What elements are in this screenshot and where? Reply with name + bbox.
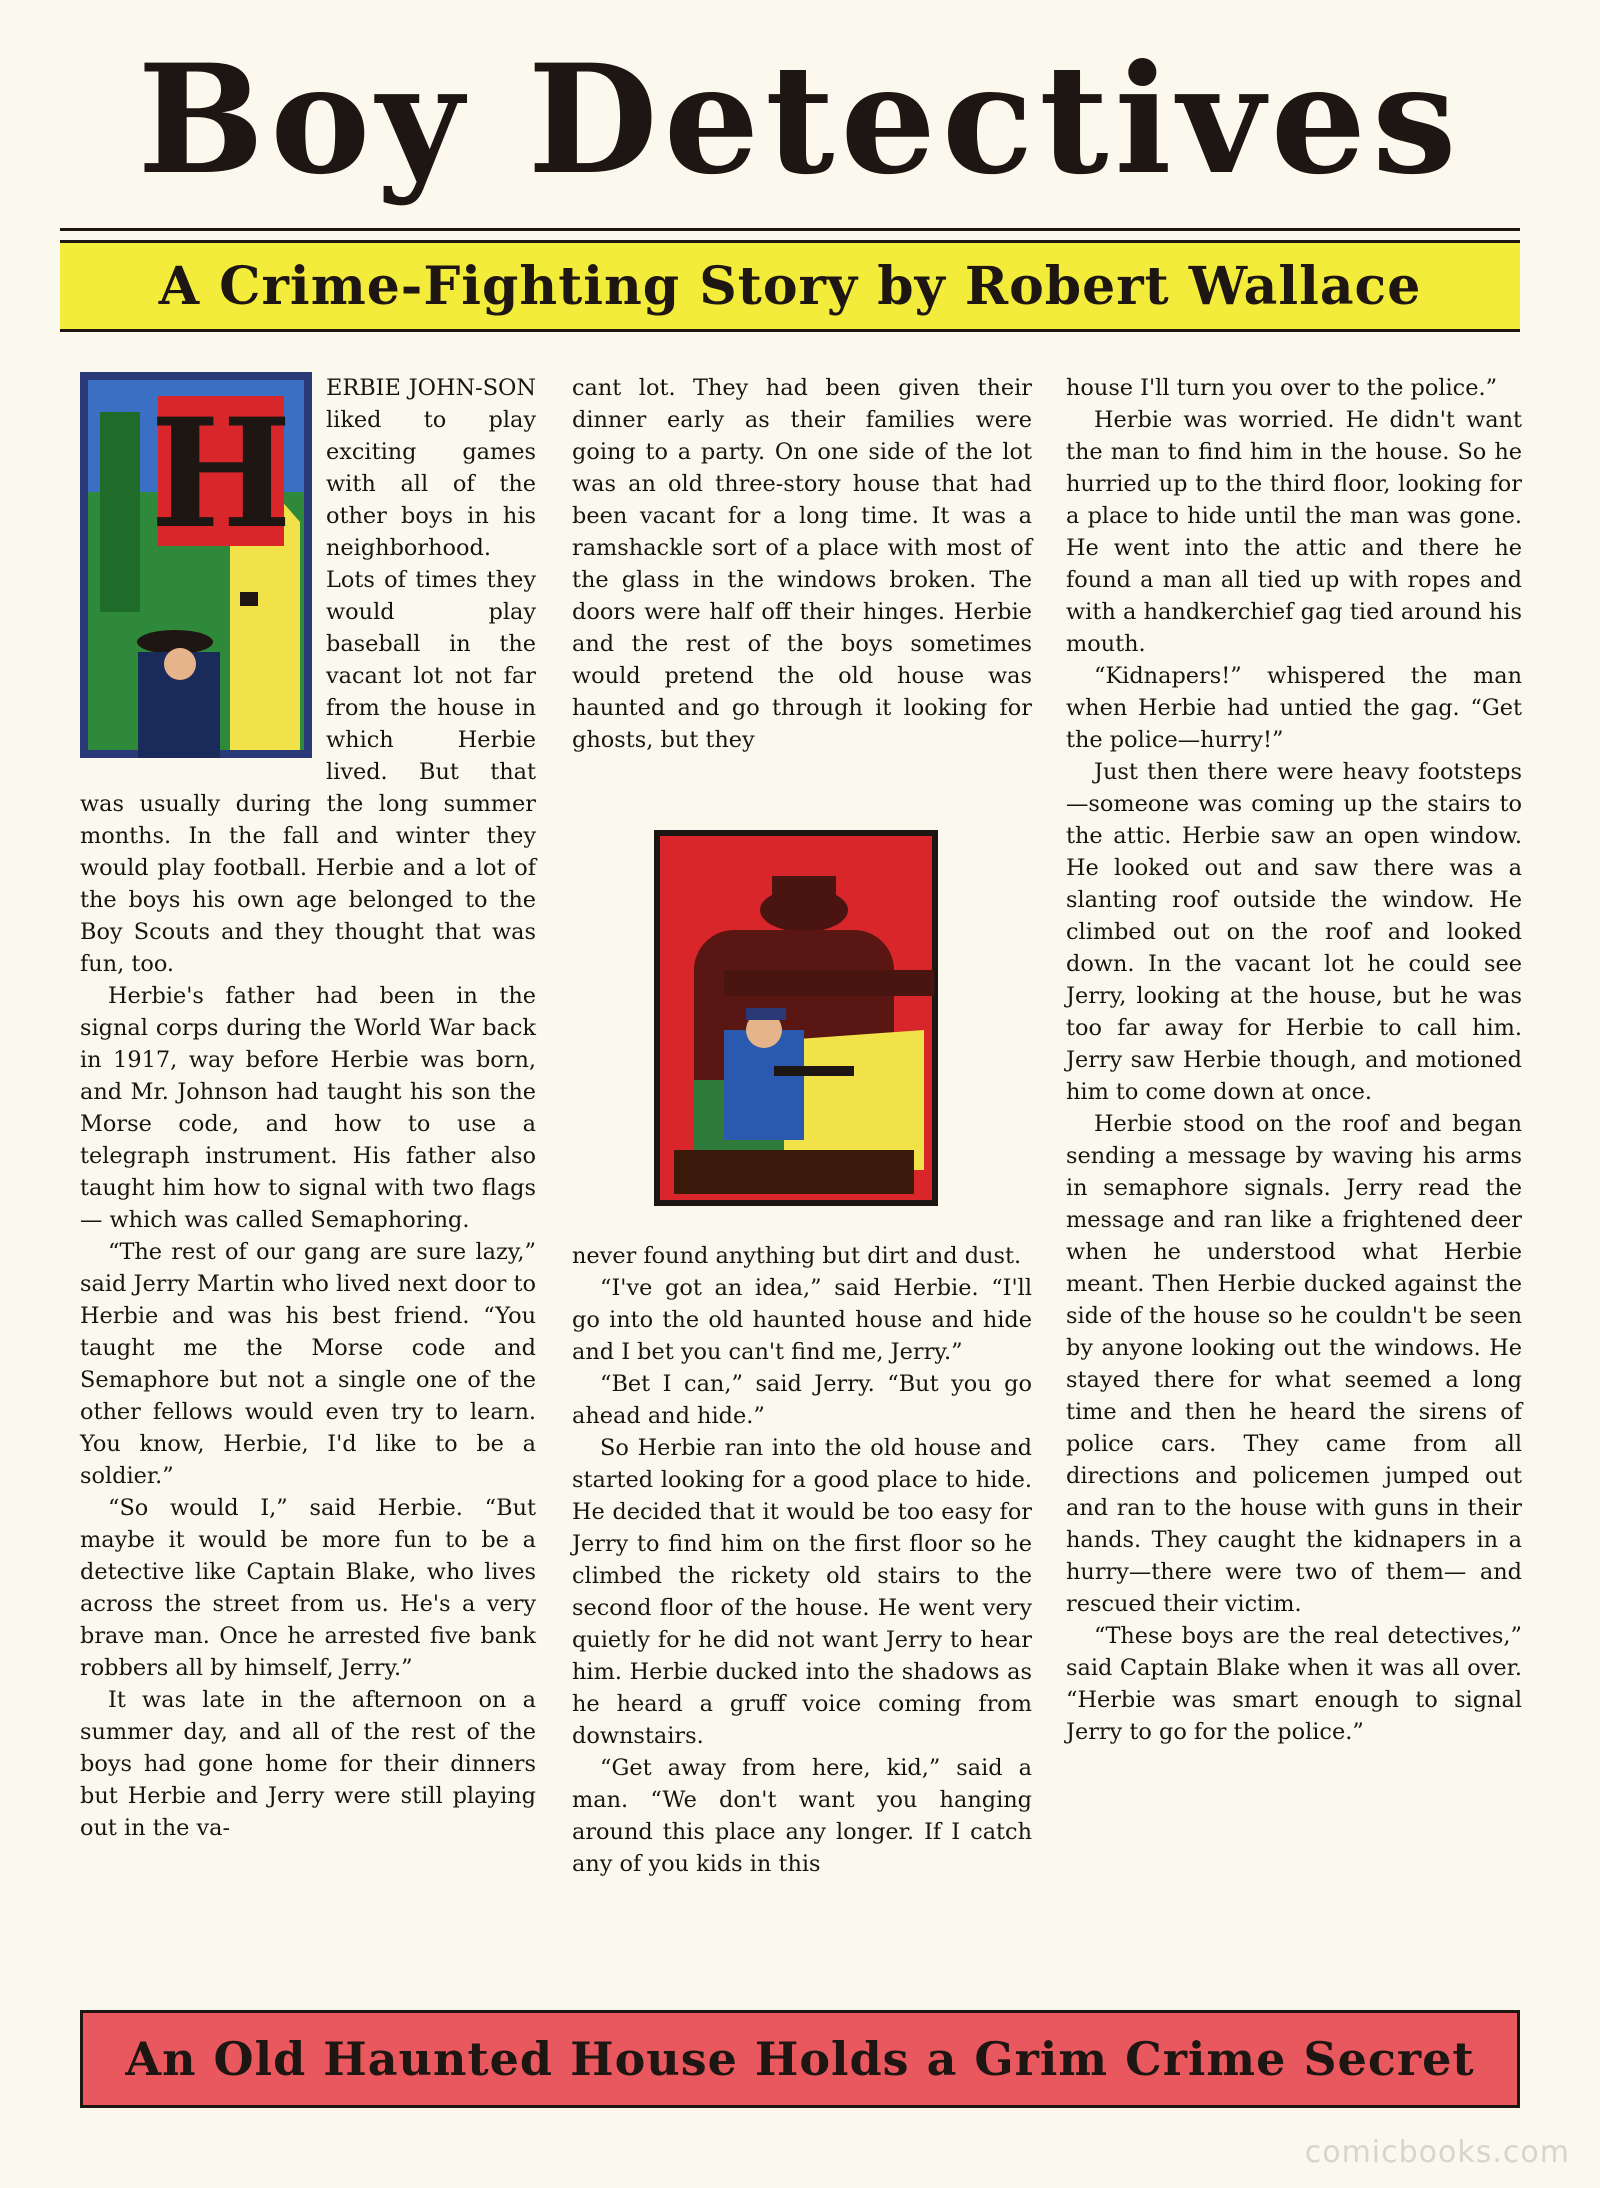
story-paragraph: Herbie's father had been in the signal corps during the World War back in 1917, way before Herbie was born, and Mr. Johnson had taught his son the Morse code, and how to use a telegraph instrument. His father also taught him how to signal with two flags— which was called Semaphoring.	[80, 983, 536, 1233]
page-title: Boy Detectives	[137, 32, 1463, 208]
story-paragraph: So Herbie ran into the old house and started looking for a good place to hide. He decided that it would be too easy for Jerry to find him on the first floor so he climbed the rickety old stairs to the second floor of the house. He went very quietly for he did not want Jerry to hear him. Herbie ducked into the shadows as he heard a gruff voice coming from downstairs.	[572, 1435, 1032, 1749]
story-column-1	[80, 372, 536, 1844]
story-paragraph: Just then there were heavy footsteps—someone was coming up the stairs to the attic. Herbie saw an open window. He looked out and saw there was a slanting roof outside the window. He climbed out on the roof and looked down. In the vacant lot he could see Jerry, looking at the house, but he was too far away for Herbie to call him. Jerry saw Herbie though, and motioned him to come down at once.	[1066, 759, 1522, 1105]
footer-banner-text: An Old Haunted House Holds a Grim Crime Secret	[125, 2032, 1475, 2086]
story-paragraph: never found anything but dirt and dust.	[572, 1243, 1022, 1269]
story-paragraph: Herbie stood on the roof and began sending a message by waving his arms in semaphore signals. Jerry read the message and ran like a frightened deer when he understood what Herbie meant. Then Herbie ducked against the side of the house so he couldn't be seen by anyone looking out the windows. He stayed there for what seemed a long time and then he heard the sirens of police cars. They came from all directions and policemen jumped out and ran to the house with guns in their hands. They caught the kidnapers in a hurry—there were two of them— and rescued their victim.	[1066, 1111, 1522, 1617]
dropcap-scene-image	[80, 372, 312, 758]
story-paragraph: “Kidnapers!” whispered the man when Herbie had untied the gag. “Get the police—hurry!”	[1066, 663, 1522, 753]
story-paragraph: cant lot. They had been given their dinner early as their families were going to a party. On one side of the lot was an old three-story house that had been vacant for a long time. It was a ramshackle sort of a place with most of the glass in the windows broken. The doors were half off their hinges. Herbie and the rest of the boys sometimes would pretend the old house was haunted and go through it looking for ghosts, but they	[572, 375, 1032, 753]
title-rule	[60, 228, 1520, 231]
story-column-2-lower	[572, 1240, 1032, 1880]
footer-banner	[80, 2010, 1520, 2108]
story-paragraph: It was late in the afternoon on a summer day, and all of the rest of the boys had gone home for their dinners but Herbie and Jerry were still playing out in the va-	[80, 1687, 536, 1841]
watermark: comicbooks.com	[1304, 2135, 1570, 2170]
subtitle-text: A Crime-Fighting Story by Robert Wallace	[158, 255, 1422, 317]
story-paragraph: house I'll turn you over to the police.”	[1066, 375, 1498, 401]
dropcap-illustration	[80, 372, 312, 758]
story-paragraph: “I've got an idea,” said Herbie. “I'll go into the old haunted house and hide and I bet you can't find me, Jerry.”	[572, 1275, 1032, 1365]
gunman-scene-image	[654, 830, 938, 1206]
story-paragraph: “These boys are the real detectives,” said Captain Blake when it was all over. “Herbie was smart enough to signal Jerry to go for the police.”	[1066, 1623, 1522, 1745]
story-paragraph: ERBIE JOHN-SON liked to play exciting games with all of the other boys in his neighborhood. Lots of times they would play baseball in the vacant lot not far from the house in which Herbie lived. But that was usually during the long summer months. In the fall and winter they would play football. Herbie and a lot of the boys his own age belonged to the Boy Scouts and they thought that was fun, too.	[80, 375, 536, 977]
story-column-2	[572, 372, 1032, 756]
story-paragraph: “So would I,” said Herbie. “But maybe it would be more fun to be a detective like Captain Blake, who lives across the street from us. He's a very brave man. Once he arrested five bank robbers all by himself, Jerry.”	[80, 1495, 536, 1681]
story-paragraph: Herbie was worried. He didn't want the man to find him in the house. So he hurried up to the third floor, looking for a place to hide until the man was gone. He went into the attic and there he found a man all tied up with ropes and with a handkerchief gag tied around his mouth.	[1066, 407, 1522, 657]
gunman-illustration	[654, 830, 938, 1206]
story-paragraph: “Bet I can,” said Jerry. “But you go ahead and hide.”	[572, 1371, 1032, 1429]
subtitle-banner	[60, 240, 1520, 332]
story-paragraph: “Get away from here, kid,” said a man. “We don't want you hanging around this place any longer. If I catch any of you kids in this	[572, 1755, 1032, 1877]
story-paragraph: “The rest of our gang are sure lazy,” said Jerry Martin who lived next door to Herbie and was his best friend. “You taught me the Morse code and Semaphore but not a single one of the other fellows would even try to learn. You know, Herbie, I'd like to be a soldier.”	[80, 1239, 536, 1489]
dropcap-letter: H	[150, 386, 292, 562]
story-column-3	[1066, 372, 1522, 1748]
